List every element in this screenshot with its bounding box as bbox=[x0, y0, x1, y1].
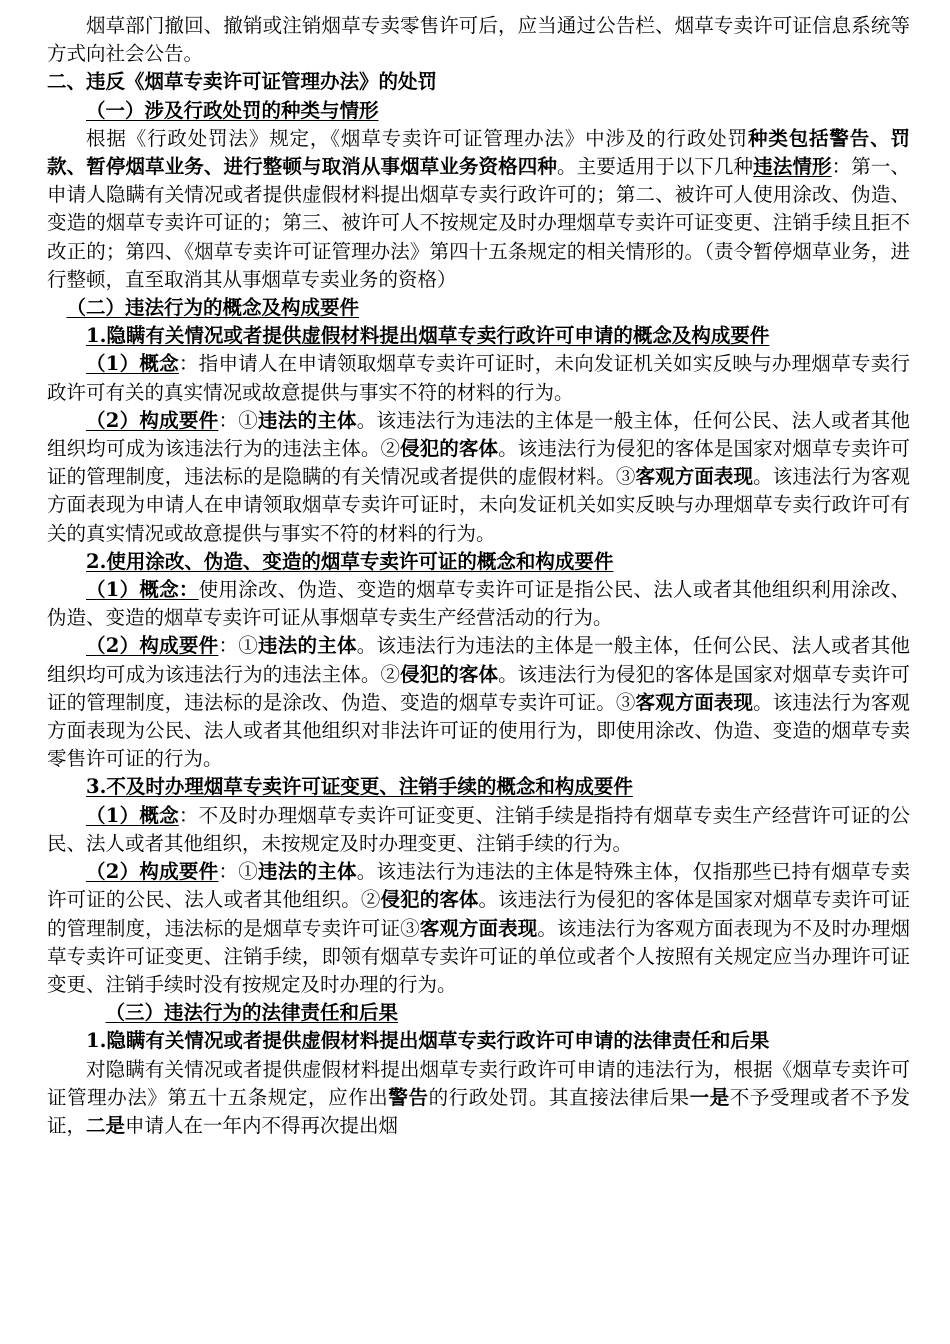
elements-label: （2）构成要件 bbox=[86, 408, 219, 432]
violation-situations-term: 违法情形 bbox=[753, 155, 832, 179]
subheading-liability bbox=[47, 999, 910, 1027]
paragraph-liability: 对隐瞒有关情况或者提供虚假材料提出烟草专卖行政许可申请的违法行为，根据《烟草专卖许可证管理办法》第五十五条规定，应作出警告的行政处罚。其直接法律后果一是不予受理或者不予发证，二是申请人在一年内不得再次提出烟 bbox=[47, 1057, 910, 1137]
warning-term: 警告 bbox=[388, 1085, 429, 1109]
item-3-concept: （1）概念：不及时办理烟草专卖许可证变更、注销手续是指持有烟草专卖生产经营许可证的公民、法人或者其他组织，未按规定及时办理变更、注销手续的行为。 bbox=[47, 803, 910, 855]
elements-label: （2）构成要件 bbox=[86, 634, 219, 658]
section-heading-2: 二、违反《烟草专卖许可证管理办法》的处罚 bbox=[47, 70, 438, 94]
subheading-concepts bbox=[47, 294, 910, 322]
item-2-concept: （1）概念：使用涂改、伪造、变造的烟草专卖许可证是指公民、法人或者其他组织利用涂改、伪造、变造的烟草专卖许可证从事烟草专卖生产经营活动的行为。 bbox=[47, 578, 910, 630]
item-4-title: 1.隐瞒有关情况或者提供虚假材料提出烟草专卖行政许可申请的法律责任和后果 bbox=[86, 1029, 770, 1053]
item-1-concept: （1）概念：指申请人在申请领取烟草专卖许可证时，未向发证机关如实反映与办理烟草专卖行政许可有关的真实情况或故意提供与事实不符的材料的行为。 bbox=[47, 352, 910, 404]
elements-label: （2）构成要件 bbox=[86, 860, 219, 884]
subheading-penalty-types bbox=[47, 97, 910, 125]
item-2-elements: （2）构成要件：①违法的主体。该违法行为违法的主体是一般主体，任何公民、法人或者其他组织均可成为该违法行为的违法主体。②侵犯的客体。该违法行为侵犯的客体是国家对烟草专卖许可证的管理制度，违法标的是涂改、伪造、变造的烟草专卖许可证。③客观方面表现。该违法行为客观方面表现为公民、法人或者其他组织对非法许可证的使用行为，即使用涂改、伪造、变造的烟草专卖零售许可证的行为。 bbox=[47, 634, 910, 771]
paragraph-announcement: 烟草部门撤回、撤销或注销烟草专卖零售许可后，应当通过公告栏、烟草专卖许可证信息系统等方式向社会公告。 bbox=[47, 14, 910, 66]
item-2-title: 2.使用涂改、伪造、变造的烟草专卖许可证的概念和构成要件 bbox=[86, 549, 614, 573]
item-3-elements: （2）构成要件：①违法的主体。该违法行为违法的主体是特殊主体，仅指那些已持有烟草专卖许可证的公民、法人或者其他组织。②侵犯的客体。该违法行为侵犯的客体是国家对烟草专卖许可证的管理制度，违法标的是烟草专卖许可证③客观方面表现。该违法行为客观方面表现为不及时办理烟草专卖许可证变更、注销手续，即领有烟草专卖许可证的单位或者个人按照有关规定应当办理许可证变更、注销手续时没有按规定及时办理的行为。 bbox=[47, 860, 910, 996]
subheading-text: （二）违法行为的概念及构成要件 bbox=[66, 296, 360, 320]
item-3-title: 3.不及时办理烟草专卖许可证变更、注销手续的概念和构成要件 bbox=[86, 775, 633, 799]
subheading-text: （三）违法行为的法律责任和后果 bbox=[105, 1001, 399, 1025]
concept-label: （1）概念 bbox=[86, 803, 179, 827]
paragraph-penalty-types: 根据《行政处罚法》规定，《烟草专卖许可证管理办法》中涉及的行政处罚种类包括警告、罚款、暂停烟草业务、进行整顿与取消从事烟草业务资格四种。主要适用于以下几种违法情形：第一、申请人隐瞒有关情况或者提供虚假材料提出烟草专卖行政许可的；第二、被许可人使用涂改、伪造、变造的烟草专卖许可证的；第三、被许可人不按规定及时办理烟草专卖许可证变更、注销手续且拒不改正的；第四、《烟草专卖许可证管理办法》第四十五条规定的相关情形的。（责令暂停烟草业务，进行整顿，直至取消其从事烟草专卖业务的资格） bbox=[47, 126, 910, 291]
subheading-text: （一）涉及行政处罚的种类与情形 bbox=[86, 98, 379, 122]
item-1-title: 1.隐瞒有关情况或者提供虚假材料提出烟草专卖行政许可申请的概念及构成要件 bbox=[86, 324, 770, 348]
concept-label: （1）概念： bbox=[86, 578, 199, 602]
penalty-types-bold: 种类包括警告、罚款、暂停烟草业务、进行整顿与取消从事烟草业务资格四种 bbox=[47, 126, 910, 179]
item-1-elements: （2）构成要件：①违法的主体。该违法行为违法的主体是一般主体，任何公民、法人或者其他组织均可成为该违法行为的违法主体。②侵犯的客体。该违法行为侵犯的客体是国家对烟草专卖许可证的管理制度，违法标的是隐瞒的有关情况或者提供的虚假材料。③客观方面表现。该违法行为客观方面表现为申请人在申请领取烟草专卖许可证时，未向发证机关如实反映与办理烟草专卖行政许可有关的真实情况或故意提供与事实不符的材料的行为。 bbox=[47, 408, 910, 545]
concept-label: （1）概念 bbox=[86, 352, 179, 376]
